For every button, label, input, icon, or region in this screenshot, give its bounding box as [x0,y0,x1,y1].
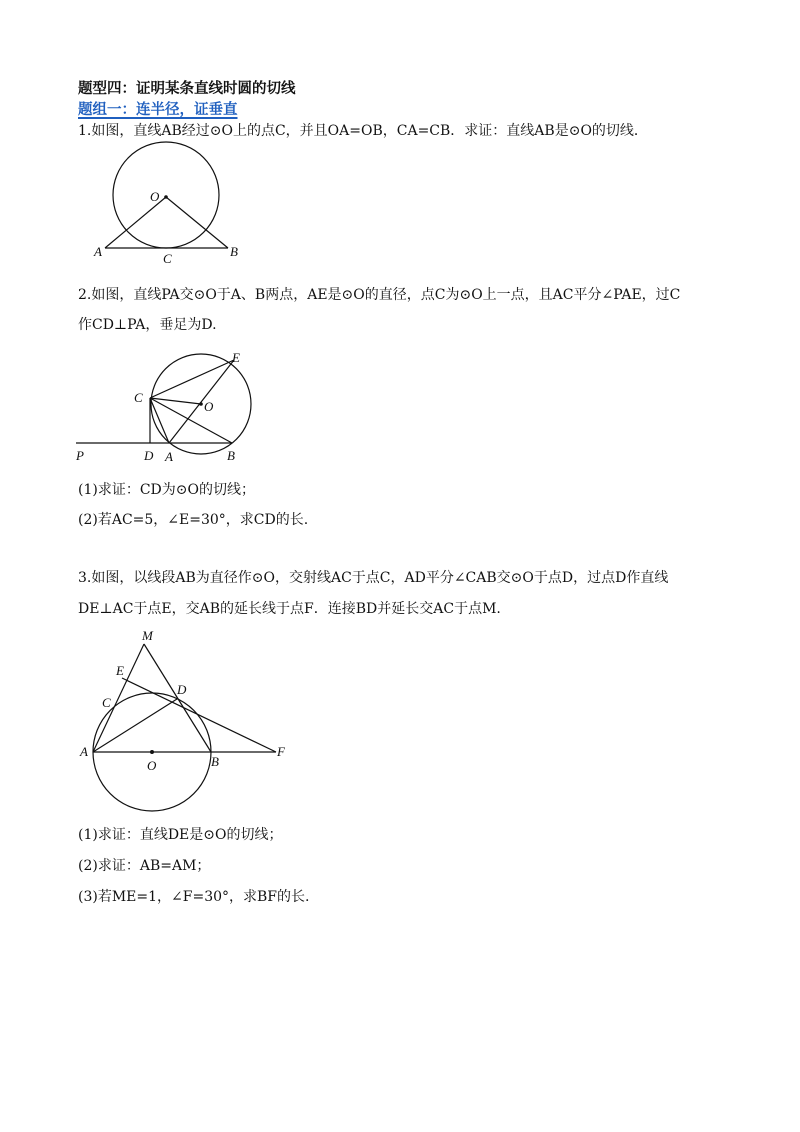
segment-co [150,398,201,404]
label-c: C [163,251,172,266]
label-o: O [204,399,214,414]
problem-3-statement-line-2: DE⊥AC于点E，交AB的延长线于点F．连接BD并延长交AC于点M. [78,601,501,617]
segment-ce [150,360,234,398]
problem-1-figure [80,140,260,265]
problem-3-question-3: (3)若ME=1，∠F=30°，求BF的长. [78,889,310,905]
label-b: B [230,244,238,259]
label-c: C [102,695,111,710]
problem-1-statement: 1.如图，直线AB经过⊙O上的点C，并且OA=OB，CA=CB．求证：直线AB是⊙O的切线． [78,123,648,139]
label-d: D [177,682,187,697]
label-o: O [147,758,157,773]
segment-ca [150,398,169,443]
label-a: A [165,449,173,464]
problem-2-figure [76,350,276,465]
label-e: E [116,663,124,678]
problem-2-question-2: (2)若AC=5，∠E=30°，求CD的长. [78,512,309,528]
label-e: E [232,350,240,365]
label-b: B [211,754,219,769]
center-dot [164,195,168,199]
subsection-title: 题组一：连半径，证垂直 [78,102,238,118]
problem-2-question-1: (1)求证：CD为⊙O的切线； [78,482,255,498]
center-dot [150,750,154,754]
problem-3-question-2: (2)求证：AB=AM； [78,858,211,874]
label-m: M [142,628,153,643]
label-a: A [80,744,88,759]
problem-3-question-1: (1)求证：直线DE是⊙O的切线； [78,827,283,843]
label-a: A [94,244,102,259]
label-p: P [76,448,84,463]
label-d: D [144,448,154,463]
label-f: F [277,744,285,759]
problem-2-statement-line-1: 2.如图，直线PA交⊙O于A、B两点，AE是⊙O的直径，点C为⊙O上一点，且AC平分∠PAE，过C [78,287,681,303]
section-title: 题型四：证明某条直线时圆的切线 [78,81,296,97]
label-c: C [134,390,143,405]
segment-mb [144,644,211,752]
label-b: B [227,448,235,463]
center-dot [199,402,203,406]
circle-o [113,142,219,248]
problem-3-figure [78,628,298,813]
problem-2-statement-line-2: 作CD⊥PA，垂足为D. [78,317,217,333]
label-o: O [150,189,160,204]
problem-3-statement-line-1: 3.如图，以线段AB为直径作⊙O，交射线AC于点C，AD平分∠CAB交⊙O于点D，过点D作直线 [78,570,669,586]
line-ef [122,678,276,752]
